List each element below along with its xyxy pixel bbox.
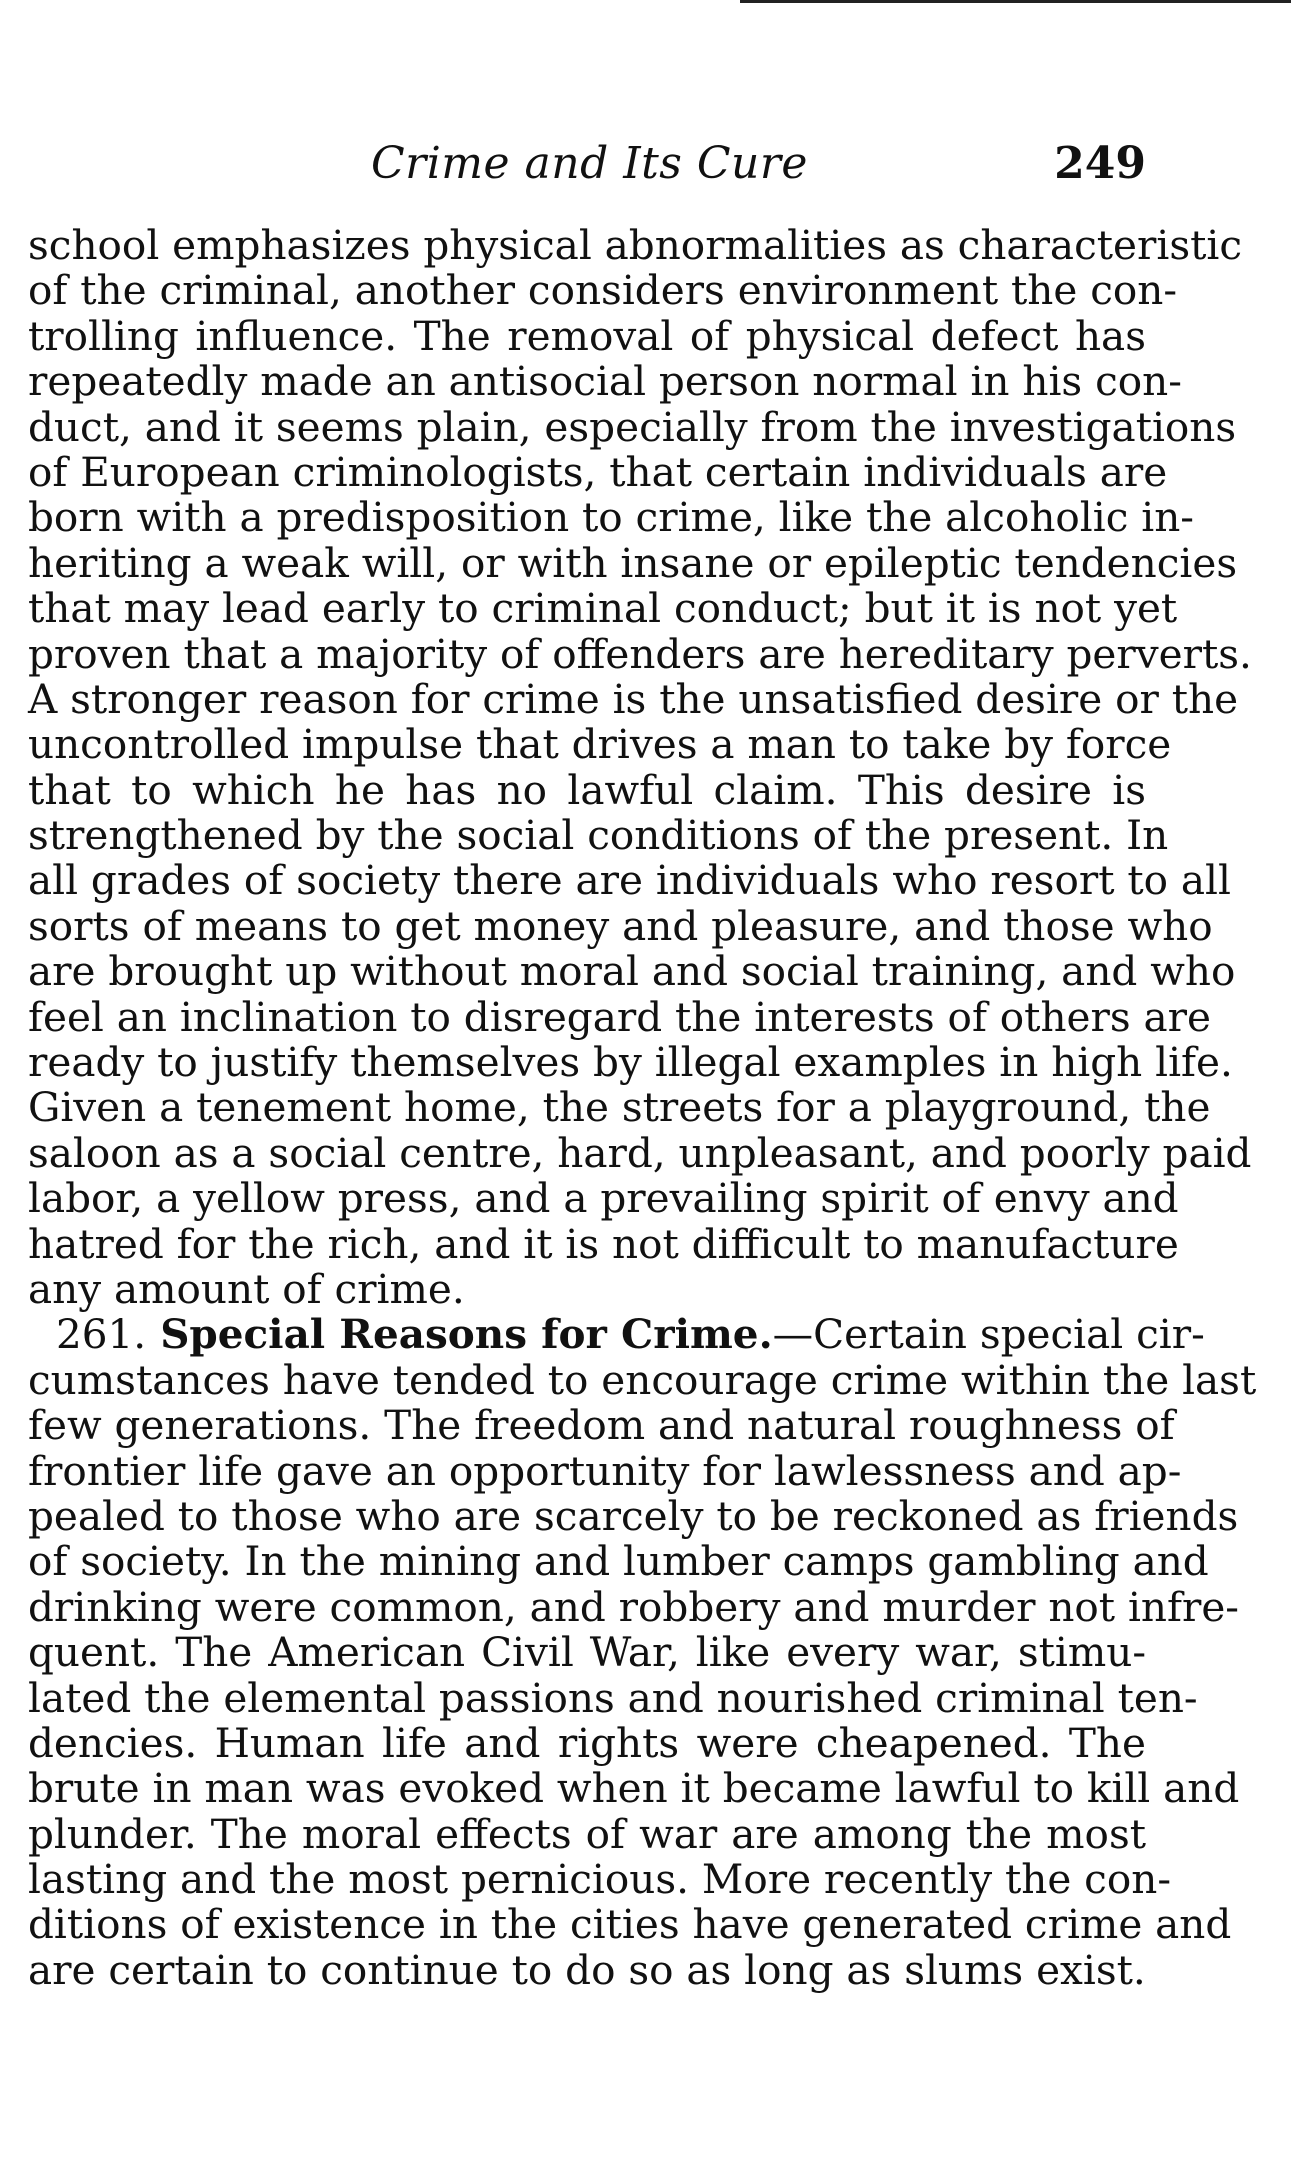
- text-line: sorts of means to get money and pleasure, and those who: [28, 901, 1213, 950]
- text-line: school emphasizes physical abnormalities as characteristic: [28, 221, 1243, 269]
- text-line: labor, a yellow press, and a prevailing spirit of envy and: [28, 1174, 1179, 1223]
- section-first-line: [28, 1310, 1205, 1359]
- section-first-line-text: —Certain special cir-: [772, 1310, 1205, 1359]
- section-heading: Special Reasons for Crime.: [160, 1310, 773, 1359]
- text-line: strengthened by the social conditions of the present. In: [28, 811, 1169, 860]
- text-line: lasting and the most pernicious. More recently the con-: [28, 1855, 1171, 1904]
- text-line: proven that a majority of offenders are hereditary perverts.: [28, 629, 1252, 678]
- text-line: plunder. The moral effects of war are among the most: [28, 1809, 1146, 1858]
- text-line: hatred for the rich, and it is not difficult to manufacture: [28, 1219, 1179, 1268]
- text-line: drinking were common, and robbery and murder not infre-: [28, 1582, 1239, 1631]
- text-line: heriting a weak will, or with insane or epileptic tendencies: [28, 538, 1238, 587]
- text-line: saloon as a social centre, hard, unpleasant, and poorly paid: [28, 1128, 1252, 1177]
- text-line: pealed to those who are scarcely to be reckoned as friends: [28, 1491, 1239, 1540]
- text-line: cumstances have tended to encourage crime within the last: [28, 1355, 1257, 1404]
- text-line: A stronger reason for crime is the unsatisfied desire or the: [28, 674, 1239, 723]
- page-header: [28, 138, 1146, 198]
- text-line: ready to justify themselves by illegal examples in high life.: [28, 1038, 1233, 1087]
- text-line: uncontrolled impulse that drives a man to take by force: [28, 720, 1172, 769]
- paragraph-end-line: are certain to continue to do so as long as slums exist.: [28, 1945, 1146, 1994]
- text-line: quent. The American Civil War, like every war, stimu-: [28, 1628, 1146, 1677]
- text-line: that may lead early to criminal conduct; but it is not yet: [28, 584, 1178, 633]
- text-line: few generations. The freedom and natural roughness of: [28, 1401, 1175, 1450]
- text-line: born with a predisposition to crime, like the alcoholic in-: [28, 493, 1194, 542]
- text-line: Given a tenement home, the streets for a playground, the: [28, 1083, 1211, 1132]
- paragraph-end-line: any amount of crime.: [28, 1264, 465, 1313]
- text-line: lated the elemental passions and nourished criminal ten-: [28, 1673, 1198, 1722]
- text-line: trolling influence. The removal of physical defect has: [28, 311, 1146, 360]
- text-line: brute in man was evoked when it became lawful to kill and: [28, 1764, 1240, 1813]
- text-line: of society. In the mining and lumber camps gambling and: [28, 1537, 1209, 1586]
- text-line: frontier life gave an opportunity for lawlessness and ap-: [28, 1446, 1182, 1495]
- text-line: that to which he has no lawful claim. This desire is: [28, 765, 1146, 814]
- page-number: 249: [1054, 138, 1146, 189]
- top-edge-rule: [740, 0, 1291, 3]
- page-body: [28, 221, 1257, 1994]
- running-title: Crime and Its Cure: [371, 138, 808, 189]
- text-line: of European criminologists, that certain individuals are: [28, 447, 1168, 496]
- text-line: repeatedly made an antisocial person normal in his con-: [28, 357, 1182, 406]
- text-line: dencies. Human life and rights were cheapened. The: [28, 1718, 1146, 1767]
- text-line: are brought up without moral and social training, and who: [28, 947, 1236, 996]
- text-line: of the criminal, another considers environment the con-: [28, 266, 1178, 315]
- text-line: duct, and it seems plain, especially from the investigations: [28, 402, 1237, 451]
- section-number: 261.: [56, 1310, 147, 1359]
- text-line: feel an inclination to disregard the interests of others are: [28, 992, 1212, 1041]
- text-line: all grades of society there are individuals who resort to all: [28, 856, 1231, 905]
- text-line: ditions of existence in the cities have generated crime and: [28, 1900, 1232, 1949]
